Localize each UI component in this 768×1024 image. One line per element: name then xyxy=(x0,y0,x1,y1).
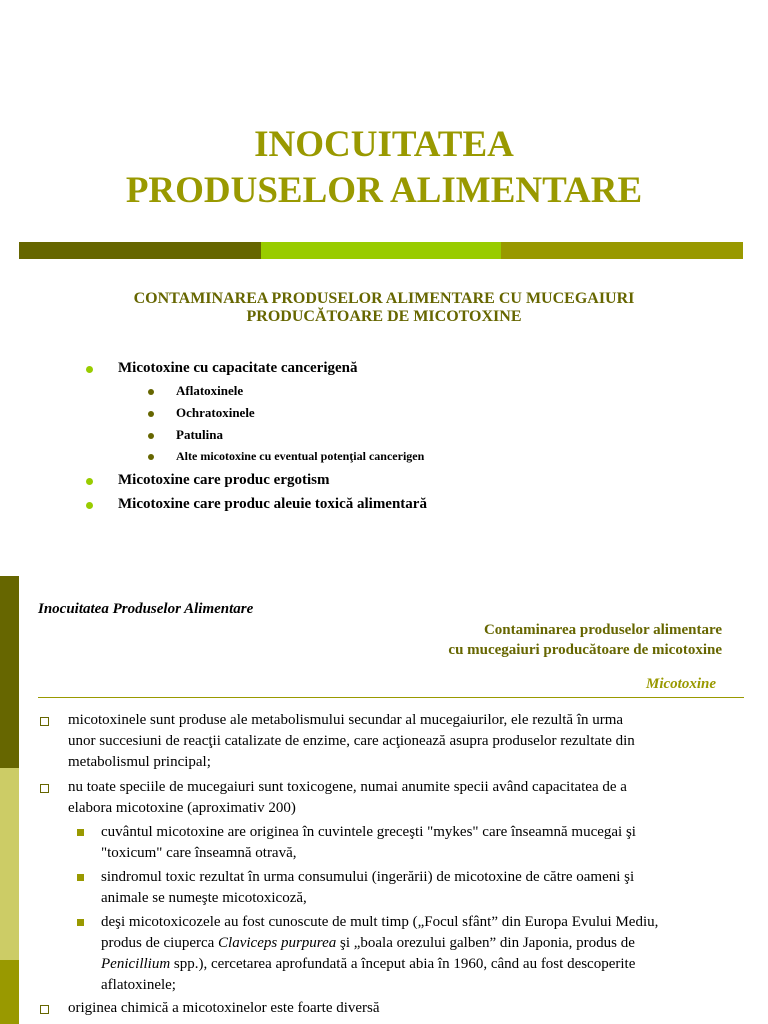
list-item: Micotoxine care produc ergotism xyxy=(118,472,330,488)
sub-paragraph-line: cuvântul micotoxine are originea în cuvintele greceşti "mykes" care înseamnă mucegai şi xyxy=(101,824,636,840)
bullet-dot-icon xyxy=(86,478,93,485)
paragraph-line: unor succesiuni de reacţii catalizate de enzime, care acţionează asupra produselor rezultate din xyxy=(68,733,635,749)
paragraph-line: elabora micotoxine (aproximativ 200) xyxy=(68,800,296,816)
paragraph-line: originea chimică a micotoxinelor este foarte diversă xyxy=(68,1000,380,1016)
sidebar-band-dark xyxy=(0,576,19,768)
slide-subtitle xyxy=(40,290,728,326)
slide-title xyxy=(0,122,768,214)
sidebar-band-light xyxy=(0,768,19,960)
sub-bullet-dot-icon xyxy=(148,411,154,417)
sub-paragraph-line: animale se numeşte micotoxicoză, xyxy=(101,890,307,906)
sub-list-item: Patulina xyxy=(176,427,223,442)
paragraph-line: nu toate speciile de mucegaiuri sunt toxicogene, numai anumite specii având capacitatea de a xyxy=(68,779,627,795)
subtitle-line-1: CONTAMINAREA PRODUSELOR ALIMENTARE CU MUCEGAIURI xyxy=(133,290,635,307)
divider xyxy=(38,697,744,698)
text-run: şi „boala orezului galben” din Japonia, produs de xyxy=(336,935,635,951)
topic-line-1: Contaminarea produselor alimentare xyxy=(483,622,722,638)
sub-list-item: Aflatoxinele xyxy=(176,383,244,398)
filled-square-bullet-icon xyxy=(77,829,84,836)
accent-bar-olive xyxy=(501,242,743,259)
sidebar-band-olive xyxy=(0,960,19,1024)
text-run: produs de ciuperca xyxy=(101,935,219,951)
sub-paragraph-line: aflatoxinele; xyxy=(101,977,176,993)
list-item: Micotoxine care produc aleuie toxică alimentară xyxy=(118,496,427,512)
hollow-square-bullet-icon xyxy=(40,1005,49,1014)
text-run: spp.), cercetarea aprofundată a început abia în 1960, când au fost descoperite xyxy=(170,956,636,972)
sub-paragraph-line xyxy=(101,954,635,975)
title-line-1: INOCUITATEA xyxy=(254,124,514,165)
species-name: Penicillium xyxy=(101,956,171,972)
bullet-dot-icon xyxy=(86,502,93,509)
hollow-square-bullet-icon xyxy=(40,717,49,726)
sub-bullet-dot-icon xyxy=(148,433,154,439)
title-line-2: PRODUSELOR ALIMENTARE xyxy=(125,170,643,211)
section-title: Micotoxine xyxy=(646,676,716,692)
sub-list-item: Ochratoxinele xyxy=(176,405,255,420)
topic-line-2: cu mucegaiuri producătoare de micotoxine xyxy=(448,642,722,658)
filled-square-bullet-icon xyxy=(77,919,84,926)
sub-bullet-dot-icon xyxy=(148,454,154,460)
sub-paragraph-line: deşi micotoxicozele au fost cunoscute de mult timp („Focul sfânt” din Europa Evului Mediu, xyxy=(101,914,659,930)
paragraph-line: metabolismul principal; xyxy=(68,754,211,770)
accent-bar-green xyxy=(261,242,501,259)
sub-list-item: Alte micotoxine cu eventual potenţial cancerigen xyxy=(176,449,425,463)
sub-bullet-dot-icon xyxy=(148,389,154,395)
paragraph-line: micotoxinele sunt produse ale metabolismului secundar al mucegaiurilor, ele rezultă în urma xyxy=(68,712,624,728)
hollow-square-bullet-icon xyxy=(40,784,49,793)
subtitle-line-2: PRODUCĂTOARE DE MICOTOXINE xyxy=(246,308,522,325)
slide-header: Inocuitatea Produselor Alimentare xyxy=(38,601,254,617)
accent-bar-dark xyxy=(19,242,261,259)
slide-2 xyxy=(0,576,768,1024)
bullet-dot-icon xyxy=(86,366,93,373)
sub-paragraph-line: sindromul toxic rezultat în urma consumului (ingerării) de micotoxine de către oameni şi xyxy=(101,869,635,885)
list-item: Micotoxine cu capacitate cancerigenă xyxy=(118,360,358,376)
sub-paragraph-line: "toxicum" care înseamnă otravă, xyxy=(101,845,297,861)
species-name: Claviceps purpurea xyxy=(218,935,337,951)
filled-square-bullet-icon xyxy=(77,874,84,881)
sub-paragraph-line xyxy=(101,933,635,954)
